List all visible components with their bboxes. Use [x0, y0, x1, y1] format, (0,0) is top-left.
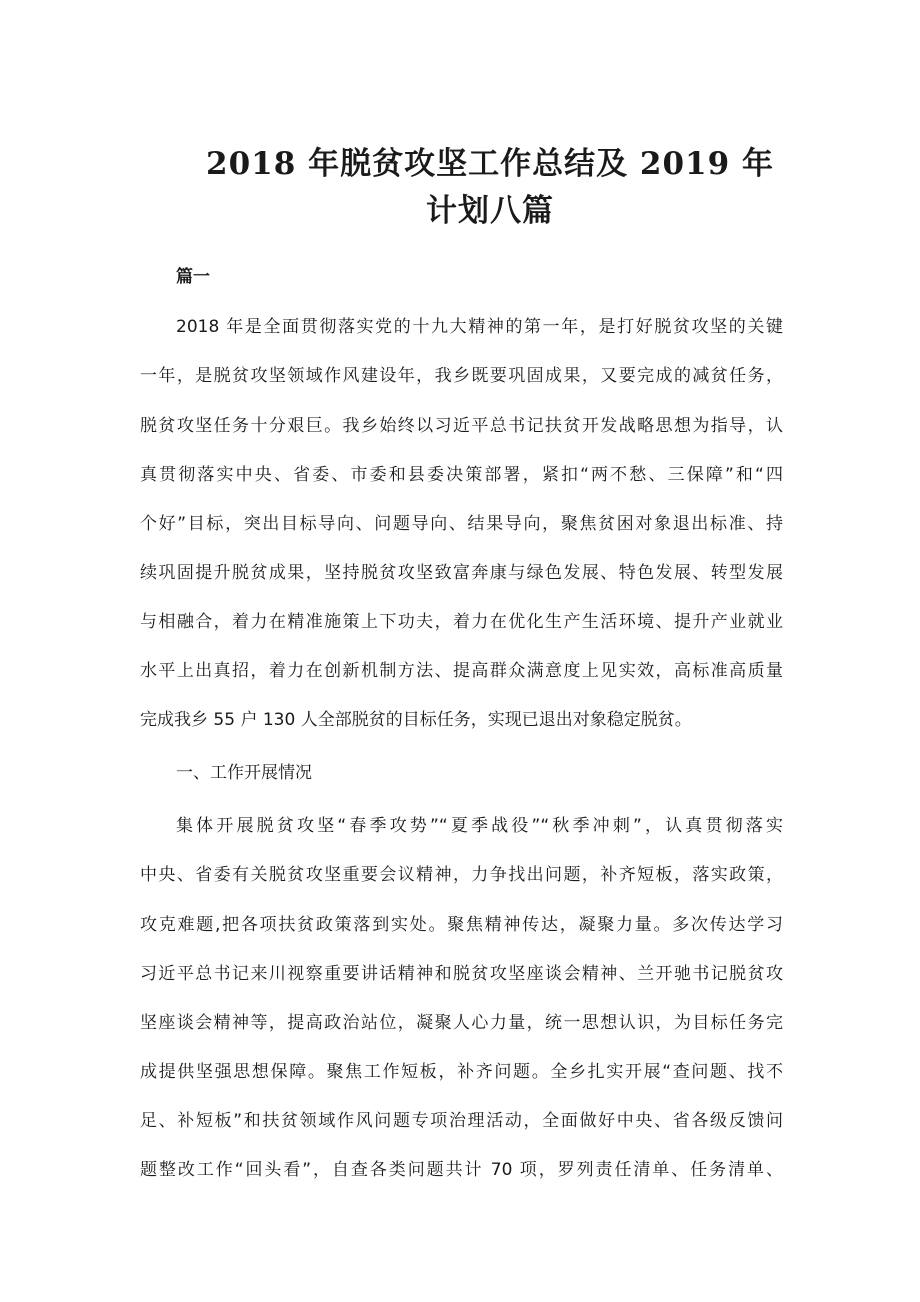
- paragraph-2-line: 攻克难题,把各项扶贫政策落到实处。聚焦精神传达，凝聚力量。多次传达学习: [140, 915, 783, 935]
- paragraph-2-line: 成提供坚强思想保障。聚焦工作短板，补齐问题。全乡扎实开展“查问题、找不: [140, 1062, 783, 1082]
- subheading-work-progress: 一、工作开展情况: [176, 763, 312, 783]
- paragraph-2-line: 足、补短板”和扶贫领域作风问题专项治理活动，全面做好中央、省各级反馈问: [140, 1111, 783, 1131]
- paragraph-2-line: 题整改工作“回头看”，自查各类问题共计 70 项，罗列责任清单、任务清单、: [140, 1160, 783, 1180]
- paragraph-1-line: 水平上出真招，着力在创新机制方法、提高群众满意度上见实效，高标准高质量: [140, 661, 783, 681]
- paragraph-1-line: 2018 年是全面贯彻落实党的十九大精神的第一年，是打好脱贫攻坚的关键: [176, 317, 783, 337]
- paragraph-2-line: 中央、省委有关脱贫攻坚重要会议精神，力争找出问题，补齐短板，落实政策，: [140, 865, 783, 885]
- paragraph-2-line: 集体开展脱贫攻坚“春季攻势”“夏季战役”“秋季冲刺”，认真贯彻落实: [176, 816, 783, 836]
- paragraph-1-line: 与相融合，着力在精准施策上下功夫，着力在优化生产生活环境、提升产业就业: [140, 612, 783, 632]
- paragraph-1-line: 完成我乡 55 户 130 人全部脱贫的目标任务，实现已退出对象稳定脱贫。: [140, 710, 692, 730]
- paragraph-1-line: 脱贫攻坚任务十分艰巨。我乡始终以习近平总书记扶贫开发战略思想为指导，认: [140, 416, 783, 436]
- paragraph-1-line: 续巩固提升脱贫成果，坚持脱贫攻坚致富奔康与绿色发展、特色发展、转型发展: [140, 563, 783, 583]
- section-label: 篇一: [176, 267, 210, 287]
- document-title-line-1: 2018 年脱贫攻坚工作总结及 2019 年: [206, 146, 774, 182]
- document-title-line-2: 计划八篇: [426, 193, 554, 229]
- paragraph-2-line: 坚座谈会精神等，提高政治站位，凝聚人心力量，统一思想认识，为目标任务完: [140, 1013, 783, 1033]
- paragraph-1-line: 真贯彻落实中央、省委、市委和县委决策部署，紧扣“两不愁、三保障”和“四: [140, 465, 783, 485]
- paragraph-2-line: 习近平总书记来川视察重要讲话精神和脱贫攻坚座谈会精神、兰开驰书记脱贫攻: [140, 964, 783, 984]
- paragraph-1-line: 一年，是脱贫攻坚领域作风建设年，我乡既要巩固成果，又要完成的减贫任务，: [140, 366, 783, 386]
- paragraph-1-line: 个好”目标，突出目标导向、问题导向、结果导向，聚焦贫困对象退出标准、持: [140, 514, 783, 534]
